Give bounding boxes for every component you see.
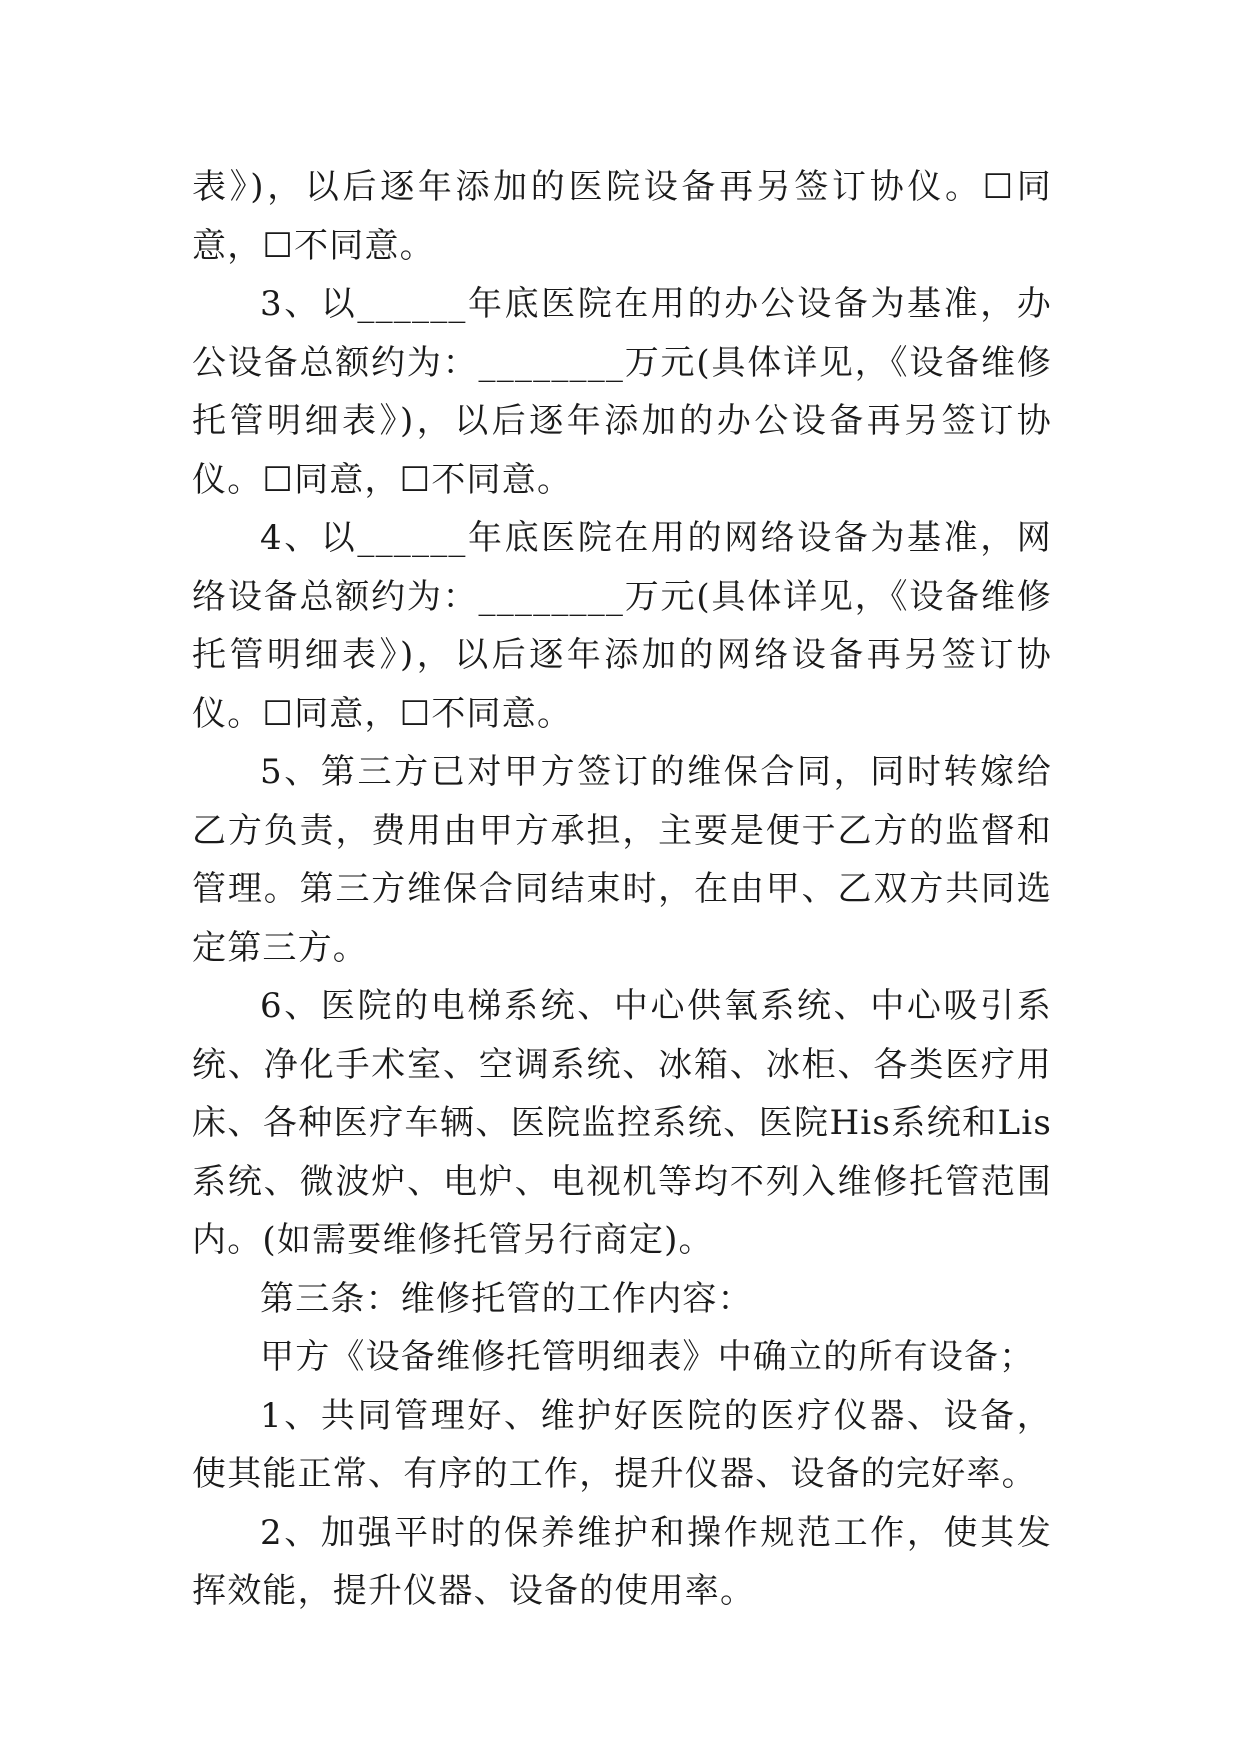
- paragraph-continuation-hospital-equipment: 表》)，以后逐年添加的医院设备再另签订协仪。☐同意，☐不同意。: [192, 167, 1052, 266]
- paragraph-scope-statement: 甲方《设备维修托管明细表》中确立的所有设备；: [260, 1337, 1035, 1377]
- paragraph-duty-1: 1、共同管理好、维护好医院的医疗仪器、设备，使其能正常、有序的工作，提升仪器、设备的完好率。: [192, 1395, 1052, 1494]
- paragraph-item-6-exclusions: 6、医院的电梯系统、中心供氧系统、中心吸引系统、净化手术室、空调系统、冰箱、冰柜、各类医疗用床、各种医疗车辆、医院监控系统、医院His系统和Lis系统、微波炉、电炉、电视机等均不列入维修托管范围内。(如需要维修托管另行商定)。: [192, 986, 1052, 1260]
- paragraph-duty-2: 2、加强平时的保养维护和操作规范工作，使其发挥效能，提升仪器、设备的使用率。: [192, 1512, 1052, 1611]
- document-page: [192, 158, 1052, 1621]
- paragraph-item-5-third-party-contract: 5、第三方已对甲方签订的维保合同，同时转嫁给乙方负责，费用由甲方承担，主要是便于乙方的监督和管理。第三方维保合同结束时，在由甲、乙双方共同选定第三方。: [192, 752, 1052, 968]
- section-heading-article-3: 第三条：维修托管的工作内容：: [260, 1278, 753, 1319]
- paragraph-item-4-network-equipment: 4、以______年底医院在用的网络设备为基准，网络设备总额约为：________万元(具体详见，《设备维修托管明细表》)，以后逐年添加的网络设备再另签订协仪。☐同意，☐不同意。: [192, 518, 1052, 734]
- paragraph-item-3-office-equipment: 3、以______年底医院在用的办公设备为基准，办公设备总额约为：________万元(具体详见，《设备维修托管明细表》)，以后逐年添加的办公设备再另签订协仪。☐同意，☐不同意。: [192, 284, 1052, 500]
